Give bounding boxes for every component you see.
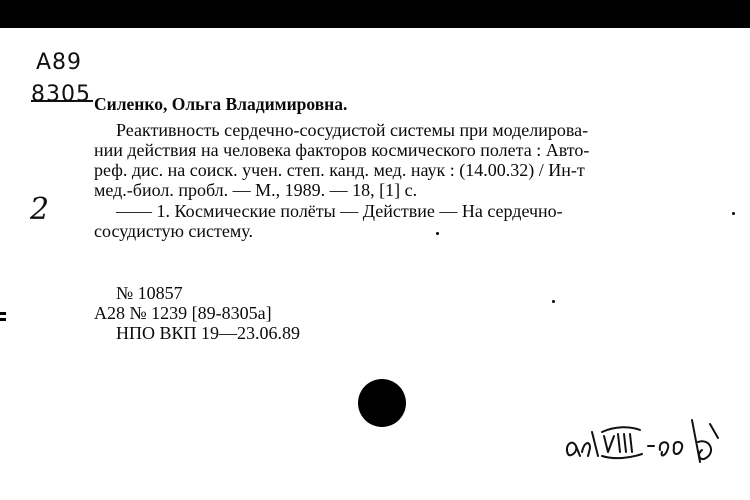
body-line-4: мед.-биол. пробл. — М., 1989. — 18, [1] с. bbox=[94, 180, 418, 200]
author-heading: Силенко, Ольга Владимировна. bbox=[94, 94, 348, 114]
subject-line-2: сосудистую систему. bbox=[94, 221, 253, 241]
shelf-mark-line1: A89 bbox=[36, 50, 83, 75]
copies-mark: 2 bbox=[30, 192, 50, 227]
body-line-2: нии действия на человека факторов космического полета : Авто- bbox=[94, 140, 590, 160]
edge-mark bbox=[0, 312, 6, 315]
ink-speck bbox=[732, 212, 735, 215]
body-line-3: реф. дис. на соиск. учен. степ. канд. мед. наук : (14.00.32) / Ин-т bbox=[94, 160, 585, 180]
subject-line-1: —— 1. Космические полёты — Действие — На сердечно- bbox=[116, 201, 563, 221]
handwritten-date-signature bbox=[560, 412, 730, 468]
punch-hole bbox=[358, 379, 406, 427]
ink-speck bbox=[552, 300, 555, 303]
body-line-1: Реактивность сердечно-сосудистой системы при моделирова- bbox=[116, 120, 589, 140]
shelf-mark-line2: 8305 bbox=[31, 82, 91, 107]
edge-mark bbox=[0, 318, 6, 321]
ink-speck bbox=[436, 232, 439, 235]
record-number: № 10857 bbox=[116, 283, 183, 303]
npo-stamp: НПО ВКП 19—23.06.89 bbox=[116, 323, 301, 343]
call-number: А28 № 1239 [89-8305а] bbox=[94, 303, 272, 323]
